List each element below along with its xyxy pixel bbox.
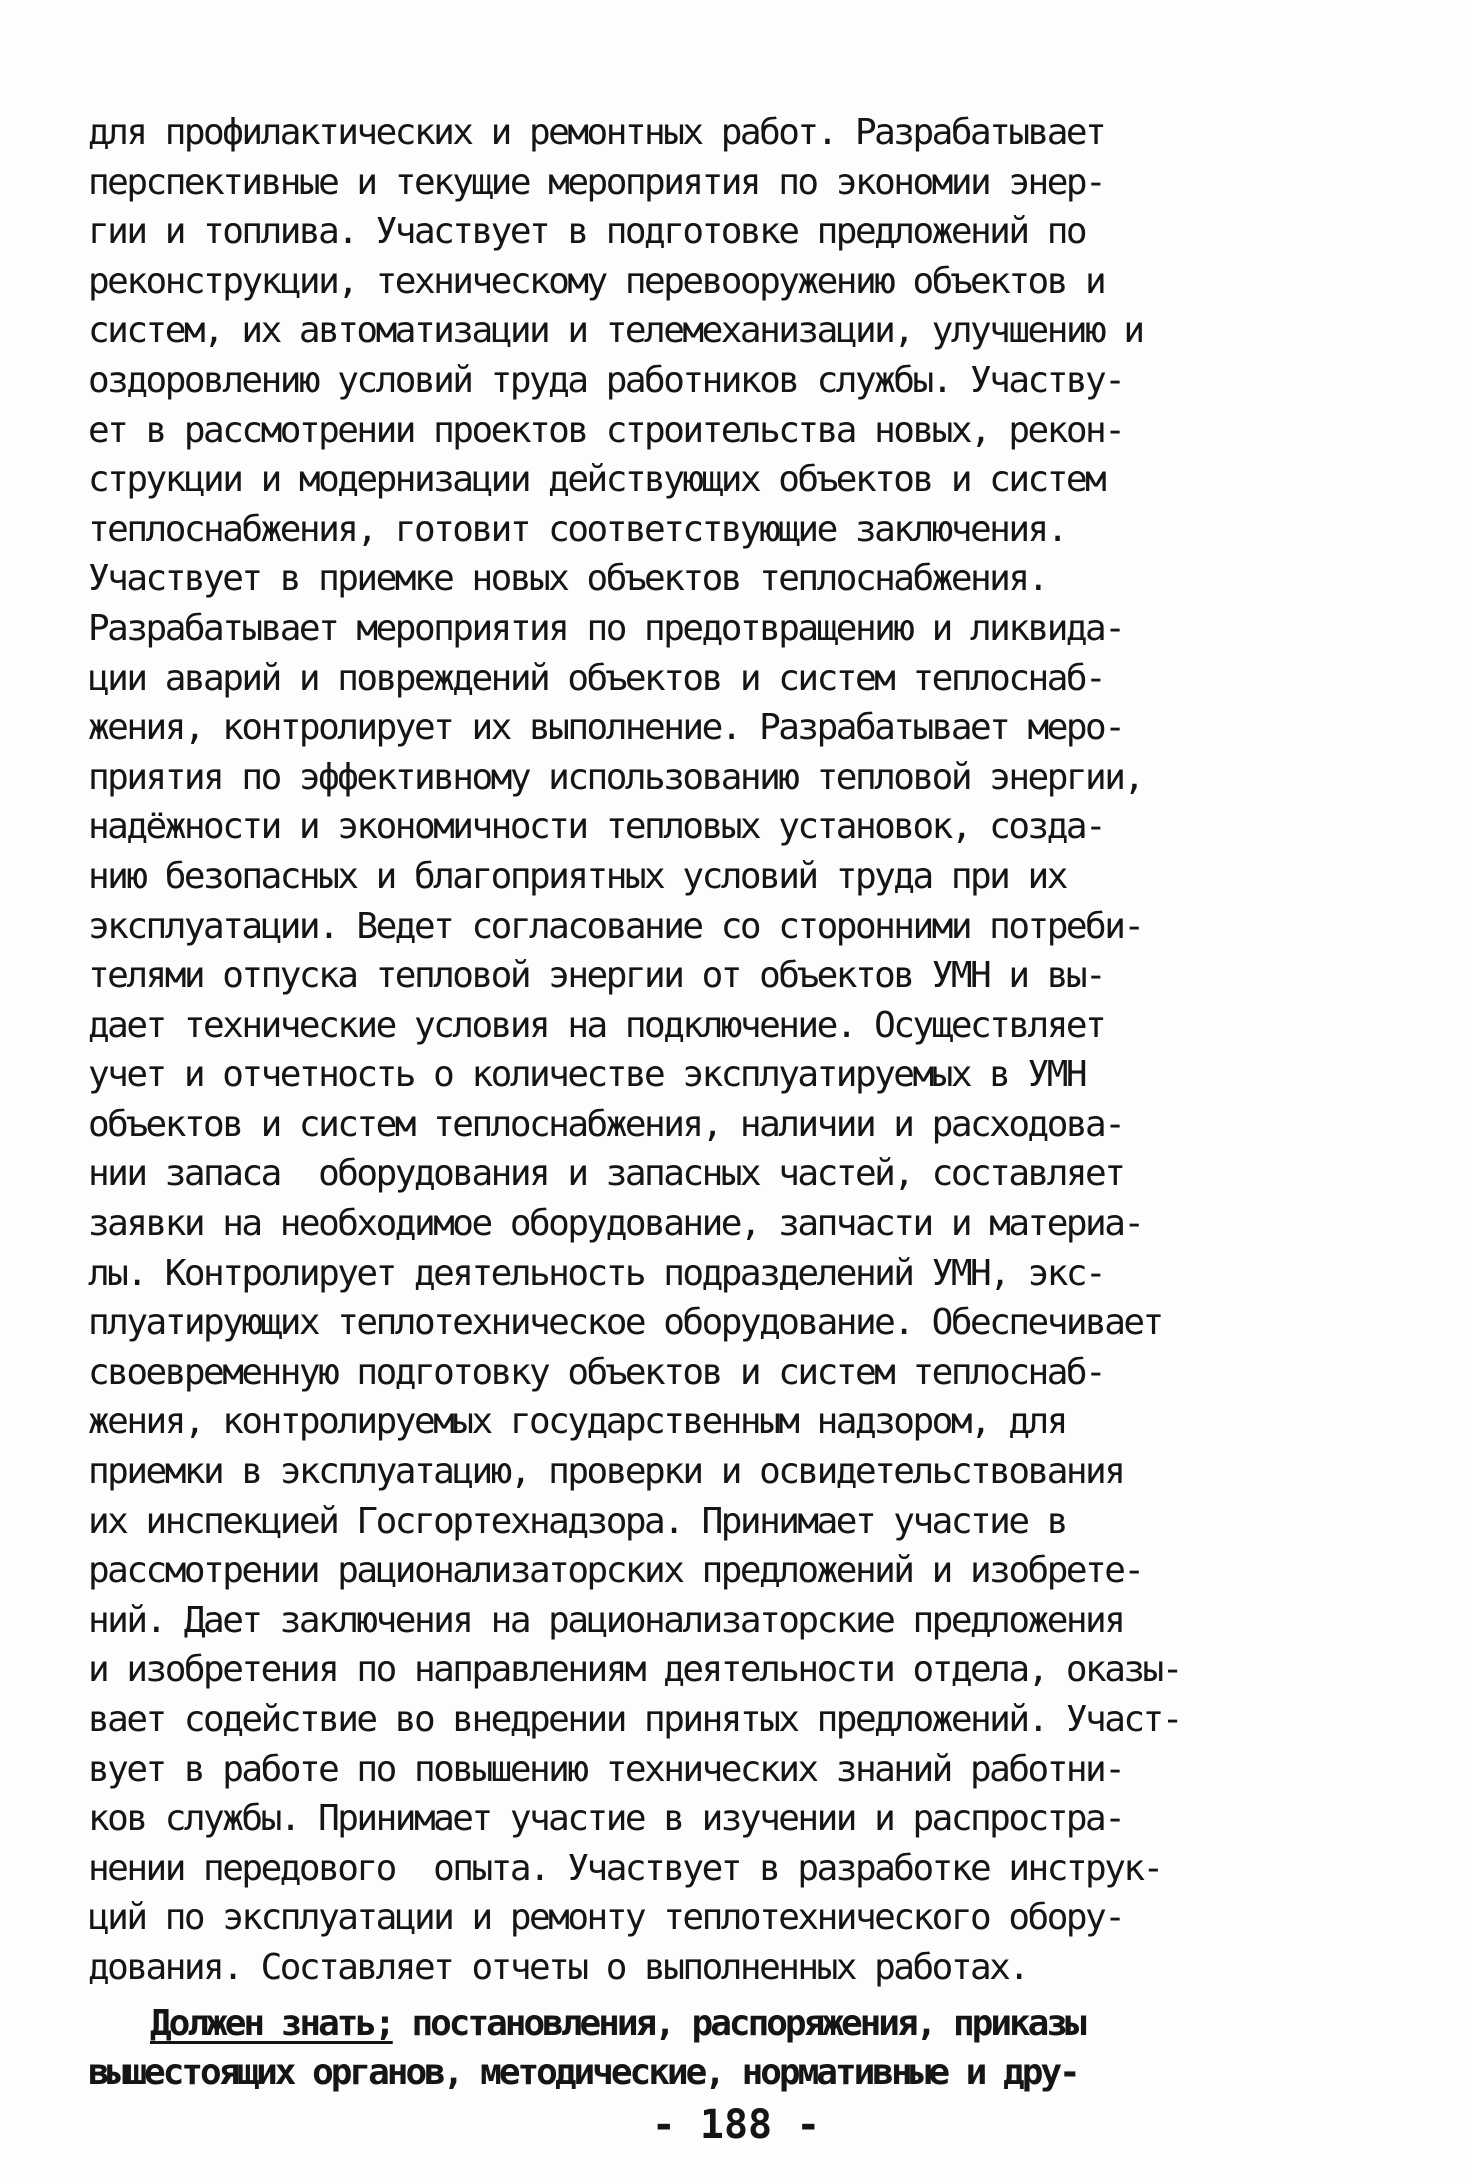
- text-line: лы. Контролирует деятельность подразделений УМН, экс-: [88, 1252, 1105, 1294]
- text-line: реконструкции, техническому перевооружению объектов и: [88, 260, 1105, 302]
- text-line: систем, их автоматизации и телемеханизации, улучшению и: [88, 310, 1143, 352]
- text-line: теплоснабжения, готовит соответствующие заключения.: [88, 508, 1066, 550]
- text-line: Участвует в приемке новых объектов теплоснабжения.: [88, 558, 1047, 600]
- text-line: ков службы. Принимает участие в изучении и распростра-: [88, 1798, 1124, 1840]
- text-line: и изобретения по направлениям деятельности отдела, оказы-: [88, 1649, 1181, 1691]
- text-line: перспективные и текущие мероприятия по экономии энер-: [88, 161, 1105, 203]
- page-number: - 188 -: [651, 2102, 821, 2148]
- text-line: жения, контролируемых государственным надзором, для: [88, 1401, 1066, 1443]
- text-line: Разрабатывает мероприятия по предотвращению и ликвида-: [88, 607, 1124, 649]
- text-line: вышестоящих органов, методические, нормативные и дру-: [88, 2052, 1078, 2094]
- text-line: дает технические условия на подключение. Осуществляет: [88, 1004, 1105, 1046]
- text-line: струкции и модернизации действующих объектов и систем: [88, 459, 1105, 501]
- text-line: ет в рассмотрении проектов строительства новых, рекон-: [88, 409, 1124, 451]
- text-line: нении передового опыта. Участвует в разработке инструк-: [88, 1847, 1162, 1889]
- text-line: жения, контролирует их выполнение. Разрабатывает меро-: [88, 707, 1124, 749]
- text-line: оздоровлению условий труда работников службы. Участву-: [88, 359, 1124, 401]
- text-line: плуатирующих теплотехническое оборудование. Обеспечивает: [88, 1302, 1162, 1344]
- text-line: приемки в эксплуатацию, проверки и освидетельствования: [88, 1451, 1124, 1493]
- text-line: гии и топлива. Участвует в подготовке предложений по: [88, 211, 1086, 253]
- text-line: нии запаса оборудования и запасных частей, составляет: [88, 1153, 1124, 1195]
- text-line: вает содействие во внедрении принятых предложений. Участ-: [88, 1699, 1181, 1740]
- text-line: рассмотрении рационализаторских предложений и изобрете-: [88, 1550, 1143, 1592]
- text-line: объектов и систем теплоснабжения, наличии и расходова-: [88, 1103, 1124, 1145]
- text-line: эксплуатации. Ведет согласование со сторонними потреби-: [88, 905, 1143, 947]
- text-line: дования. Составляет отчеты о выполненных работах.: [88, 1946, 1028, 1988]
- body-text: [88, 108, 1408, 2098]
- text-line: вует в работе по повышению технических знаний работни-: [88, 1748, 1124, 1790]
- text-line: учет и отчетность о количестве эксплуатируемых в УМН: [88, 1054, 1086, 1096]
- lead-in-text: постановления, распоряжения, приказы: [392, 2002, 1084, 2044]
- text-line: своевременную подготовку объектов и систем теплоснаб-: [88, 1351, 1105, 1393]
- lead-in-heading: Должен знать;: [150, 2002, 393, 2044]
- text-line: приятия по эффективному использованию тепловой энергии,: [88, 756, 1143, 798]
- text-line: надёжности и экономичности тепловых установок, созда-: [88, 806, 1105, 848]
- paragraph-start-line: [88, 1999, 1408, 2049]
- text-line: для профилактических и ремонтных работ. Разрабатывает: [88, 112, 1105, 153]
- text-line: ций по эксплуатации и ремонту теплотехнического обору-: [88, 1897, 1124, 1939]
- text-line: заявки на необходимое оборудование, запчасти и материа-: [88, 1203, 1143, 1245]
- text-line: их инспекцией Госгортехнадзора. Принимает участие в: [88, 1500, 1066, 1542]
- text-line: ний. Дает заключения на рационализаторские предложения: [88, 1599, 1124, 1641]
- text-line: нию безопасных и благоприятных условий труда при их: [88, 855, 1066, 897]
- text-line: ции аварий и повреждений объектов и систем теплоснаб-: [88, 657, 1105, 699]
- text-line: телями отпуска тепловой энергии от объектов УМН и вы-: [88, 955, 1105, 997]
